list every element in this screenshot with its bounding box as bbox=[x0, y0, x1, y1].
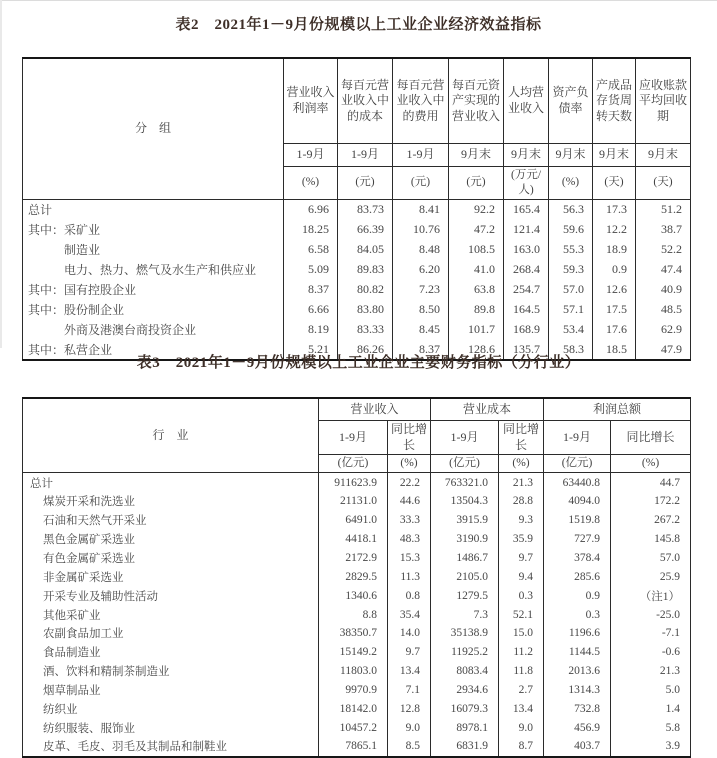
table2-stub-header: 分 组 bbox=[23, 58, 284, 199]
cell-value: 7.23 bbox=[393, 279, 449, 299]
cell-value: 128.6 bbox=[449, 339, 504, 360]
cell-value: 80.82 bbox=[338, 279, 393, 299]
table2-unit-header: (天) bbox=[636, 167, 691, 200]
cell-value: 21.3 bbox=[611, 662, 691, 681]
cell-value: 285.6 bbox=[544, 567, 611, 586]
cell-value: 52.1 bbox=[499, 605, 544, 624]
row-label: 食品制造业 bbox=[23, 643, 319, 662]
table3-growth-header: 同比增长 bbox=[611, 421, 691, 455]
cell-value: 8.48 bbox=[393, 240, 449, 260]
table-row bbox=[23, 662, 691, 681]
table3-unit-header: (亿元) bbox=[544, 455, 611, 473]
cell-value: 3190.9 bbox=[431, 530, 499, 549]
cell-value: 57.0 bbox=[611, 549, 691, 568]
table3-body bbox=[23, 473, 691, 757]
table3-period-header: 1-9月 bbox=[319, 421, 388, 455]
cell-value: 9970.9 bbox=[319, 680, 388, 699]
cell-value: 25.9 bbox=[611, 567, 691, 586]
row-label: 电力、热力、燃气及水生产和供应业 bbox=[23, 260, 284, 280]
table2-body bbox=[23, 199, 691, 360]
cell-value: 83.73 bbox=[338, 199, 393, 219]
cell-value: 172.2 bbox=[611, 492, 691, 511]
cell-value: 41.0 bbox=[449, 260, 504, 280]
cell-value: 86.26 bbox=[338, 339, 393, 360]
cell-value: 62.9 bbox=[636, 319, 691, 339]
cell-value: 9.3 bbox=[499, 511, 544, 530]
cell-value: 38350.7 bbox=[319, 624, 388, 643]
cell-value: 47.4 bbox=[636, 260, 691, 280]
table3-period-header: 1-9月 bbox=[544, 421, 611, 455]
table3-unit-header: (%) bbox=[611, 455, 691, 473]
cell-value: 1519.8 bbox=[544, 511, 611, 530]
cell-value: 8978.1 bbox=[431, 718, 499, 737]
table-row bbox=[23, 220, 691, 240]
row-label: 其他采矿业 bbox=[23, 605, 319, 624]
page-left-border bbox=[0, 0, 2, 348]
cell-value: 13.4 bbox=[388, 662, 431, 681]
cell-value: 16079.3 bbox=[431, 699, 499, 718]
table2-period-header: 1-9月 bbox=[393, 144, 449, 167]
cell-value: 2934.6 bbox=[431, 680, 499, 699]
cell-value: 66.39 bbox=[338, 220, 393, 240]
cell-value: 89.83 bbox=[338, 260, 393, 280]
cell-value: 1279.5 bbox=[431, 586, 499, 605]
table2-period-header: 9月末 bbox=[549, 144, 593, 167]
cell-value: （注1） bbox=[611, 586, 691, 605]
cell-value: 22.2 bbox=[388, 473, 431, 492]
table2-unit-header: (天) bbox=[593, 167, 636, 200]
cell-value: 12.8 bbox=[388, 699, 431, 718]
cell-value: 35138.9 bbox=[431, 624, 499, 643]
table2-unit-header: (元) bbox=[393, 167, 449, 200]
cell-value: 0.9 bbox=[593, 260, 636, 280]
table-row bbox=[23, 586, 691, 605]
table3-growth-header: 同比增长 bbox=[499, 421, 544, 455]
cell-value: 5.09 bbox=[284, 260, 338, 280]
table-row bbox=[23, 567, 691, 586]
cell-value: 17.3 bbox=[593, 199, 636, 219]
cell-value: 8.37 bbox=[393, 339, 449, 360]
cell-value: 108.5 bbox=[449, 240, 504, 260]
row-label: 黑色金属矿采选业 bbox=[23, 530, 319, 549]
table2-col-header: 人均营业收入 bbox=[504, 58, 549, 144]
cell-value: 9.4 bbox=[499, 567, 544, 586]
cell-value: 1340.6 bbox=[319, 586, 388, 605]
cell-value: 8.19 bbox=[284, 319, 338, 339]
cell-value: 1196.6 bbox=[544, 624, 611, 643]
cell-value: 11.2 bbox=[499, 643, 544, 662]
cell-value: 163.0 bbox=[504, 240, 549, 260]
cell-value: 165.4 bbox=[504, 199, 549, 219]
cell-value: 33.3 bbox=[388, 511, 431, 530]
cell-value: 8.50 bbox=[393, 299, 449, 319]
table2 bbox=[22, 57, 691, 361]
cell-value: 52.2 bbox=[636, 240, 691, 260]
page-top-border bbox=[0, 0, 717, 1]
cell-value: 0.3 bbox=[544, 605, 611, 624]
table2-period-header: 9月末 bbox=[449, 144, 504, 167]
cell-value: 47.2 bbox=[449, 220, 504, 240]
table2-title: 表2 2021年1－9月份规模以上工业企业经济效益指标 bbox=[175, 17, 542, 33]
cell-value: 15.0 bbox=[499, 624, 544, 643]
table-row bbox=[23, 549, 691, 568]
cell-value: 403.7 bbox=[544, 737, 611, 757]
cell-value: 6.66 bbox=[284, 299, 338, 319]
table2-col-header: 每百元营业收入中的成本 bbox=[338, 58, 393, 144]
table2-period-header: 9月末 bbox=[593, 144, 636, 167]
table-row bbox=[23, 530, 691, 549]
cell-value: 18.9 bbox=[593, 240, 636, 260]
cell-value: 13.4 bbox=[499, 699, 544, 718]
cell-value: 9.0 bbox=[499, 718, 544, 737]
cell-value: 18.5 bbox=[593, 339, 636, 360]
table2-col-header: 产成品存货周转天数 bbox=[593, 58, 636, 144]
cell-value: 44.6 bbox=[388, 492, 431, 511]
row-label: 其中：私营企业 bbox=[23, 339, 284, 360]
cell-value: 121.4 bbox=[504, 220, 549, 240]
table2-col-header: 每百元营业收入中的费用 bbox=[393, 58, 449, 144]
table2-period-header: 1-9月 bbox=[284, 144, 338, 167]
cell-value: 84.05 bbox=[338, 240, 393, 260]
cell-value: 4094.0 bbox=[544, 492, 611, 511]
row-label: 石油和天然气开采业 bbox=[23, 511, 319, 530]
table2-header bbox=[23, 58, 691, 199]
table-row bbox=[23, 605, 691, 624]
cell-value: 55.3 bbox=[549, 240, 593, 260]
cell-value: 2013.6 bbox=[544, 662, 611, 681]
table-row bbox=[23, 319, 691, 339]
row-label: 煤炭开采和洗选业 bbox=[23, 492, 319, 511]
cell-value: 13504.3 bbox=[431, 492, 499, 511]
cell-value: 9.0 bbox=[388, 718, 431, 737]
cell-value: 15.3 bbox=[388, 549, 431, 568]
cell-value: 2.7 bbox=[499, 680, 544, 699]
cell-value: 28.8 bbox=[499, 492, 544, 511]
cell-value: 92.2 bbox=[449, 199, 504, 219]
cell-value: 51.2 bbox=[636, 199, 691, 219]
cell-value: 89.8 bbox=[449, 299, 504, 319]
cell-value: 8.45 bbox=[393, 319, 449, 339]
cell-value: 8.5 bbox=[388, 737, 431, 757]
table-row bbox=[23, 699, 691, 718]
table2-col-header: 资产负债率 bbox=[549, 58, 593, 144]
row-label: 酒、饮料和精制茶制造业 bbox=[23, 662, 319, 681]
row-label: 烟草制品业 bbox=[23, 680, 319, 699]
table-row bbox=[23, 680, 691, 699]
cell-value: 48.5 bbox=[636, 299, 691, 319]
table-row bbox=[23, 299, 691, 319]
row-label: 非金属矿采选业 bbox=[23, 567, 319, 586]
row-label: 制造业 bbox=[23, 240, 284, 260]
table-row bbox=[23, 199, 691, 219]
cell-value: 135.7 bbox=[504, 339, 549, 360]
cell-value: 21.3 bbox=[499, 473, 544, 492]
table2-period-header: 1-9月 bbox=[338, 144, 393, 167]
table2-unit-header: (%) bbox=[549, 167, 593, 200]
cell-value: 6.58 bbox=[284, 240, 338, 260]
cell-value: -0.6 bbox=[611, 643, 691, 662]
table3-group-header: 营业收入 bbox=[319, 398, 431, 421]
cell-value: 63.8 bbox=[449, 279, 504, 299]
table3-period-header: 1-9月 bbox=[431, 421, 499, 455]
cell-value: 0.3 bbox=[499, 586, 544, 605]
table3 bbox=[22, 397, 691, 758]
cell-value: 8.41 bbox=[393, 199, 449, 219]
cell-value: 3915.9 bbox=[431, 511, 499, 530]
cell-value: 83.80 bbox=[338, 299, 393, 319]
table-row bbox=[23, 624, 691, 643]
table3-growth-header: 同比增长 bbox=[388, 421, 431, 455]
cell-value: 8083.4 bbox=[431, 662, 499, 681]
cell-value: 8.8 bbox=[319, 605, 388, 624]
cell-value: 21131.0 bbox=[319, 492, 388, 511]
cell-value: 83.33 bbox=[338, 319, 393, 339]
row-label: 总计 bbox=[23, 473, 319, 492]
cell-value: 63440.8 bbox=[544, 473, 611, 492]
cell-value: 59.3 bbox=[549, 260, 593, 280]
table-row bbox=[23, 511, 691, 530]
table-row bbox=[23, 473, 691, 492]
cell-value: 145.8 bbox=[611, 530, 691, 549]
cell-value: 6.96 bbox=[284, 199, 338, 219]
cell-value: 3.9 bbox=[611, 737, 691, 757]
table3-unit-header: (亿元) bbox=[319, 455, 388, 473]
cell-value: 456.9 bbox=[544, 718, 611, 737]
cell-value: 732.8 bbox=[544, 699, 611, 718]
table3-group-header: 利润总额 bbox=[544, 398, 691, 421]
table3-group-header: 营业成本 bbox=[431, 398, 544, 421]
table-row bbox=[23, 737, 691, 757]
cell-value: 4418.1 bbox=[319, 530, 388, 549]
cell-value: 727.9 bbox=[544, 530, 611, 549]
cell-value: 47.9 bbox=[636, 339, 691, 360]
cell-value: 57.1 bbox=[549, 299, 593, 319]
cell-value: 11803.0 bbox=[319, 662, 388, 681]
cell-value: 6831.9 bbox=[431, 737, 499, 757]
cell-value: 35.4 bbox=[388, 605, 431, 624]
table3-unit-header: (亿元) bbox=[431, 455, 499, 473]
cell-value: 8.37 bbox=[284, 279, 338, 299]
table3-title: 表3 2021年1－9月份规模以上工业企业主要财务指标（分行业） bbox=[136, 355, 581, 371]
cell-value: 11.8 bbox=[499, 662, 544, 681]
row-label: 其中：国有控股企业 bbox=[23, 279, 284, 299]
cell-value: 57.0 bbox=[549, 279, 593, 299]
cell-value: 17.6 bbox=[593, 319, 636, 339]
cell-value: 5.8 bbox=[611, 718, 691, 737]
cell-value: 56.3 bbox=[549, 199, 593, 219]
table2-unit-header: (%) bbox=[284, 167, 338, 200]
row-label: 纺织服装、服饰业 bbox=[23, 718, 319, 737]
cell-value: 17.5 bbox=[593, 299, 636, 319]
cell-value: 911623.9 bbox=[319, 473, 388, 492]
cell-value: 58.3 bbox=[549, 339, 593, 360]
row-label: 农副食品加工业 bbox=[23, 624, 319, 643]
table3-header bbox=[23, 398, 691, 473]
cell-value: 7865.1 bbox=[319, 737, 388, 757]
table-row bbox=[23, 240, 691, 260]
cell-value: 164.5 bbox=[504, 299, 549, 319]
cell-value: 0.9 bbox=[544, 586, 611, 605]
table2-unit-header: (元) bbox=[338, 167, 393, 200]
cell-value: 8.7 bbox=[499, 737, 544, 757]
cell-value: 763321.0 bbox=[431, 473, 499, 492]
cell-value: 101.7 bbox=[449, 319, 504, 339]
cell-value: 18142.0 bbox=[319, 699, 388, 718]
cell-value: 10457.2 bbox=[319, 718, 388, 737]
cell-value: 35.9 bbox=[499, 530, 544, 549]
table3-unit-header: (%) bbox=[388, 455, 431, 473]
cell-value: 254.7 bbox=[504, 279, 549, 299]
row-label: 皮革、毛皮、羽毛及其制品和制鞋业 bbox=[23, 737, 319, 757]
table2-col-header: 应收账款平均回收期 bbox=[636, 58, 691, 144]
cell-value: 48.3 bbox=[388, 530, 431, 549]
cell-value: -7.1 bbox=[611, 624, 691, 643]
cell-value: 1486.7 bbox=[431, 549, 499, 568]
cell-value: -25.0 bbox=[611, 605, 691, 624]
cell-value: 11.3 bbox=[388, 567, 431, 586]
cell-value: 5.0 bbox=[611, 680, 691, 699]
row-label: 外商及港澳台商投资企业 bbox=[23, 319, 284, 339]
table3-stub-header: 行 业 bbox=[23, 398, 319, 473]
row-label: 有色金属矿采选业 bbox=[23, 549, 319, 568]
table2-period-header: 9月末 bbox=[504, 144, 549, 167]
cell-value: 14.0 bbox=[388, 624, 431, 643]
table2-unit-header: (万元/人) bbox=[504, 167, 549, 200]
table-row bbox=[23, 260, 691, 280]
cell-value: 6.20 bbox=[393, 260, 449, 280]
cell-value: 168.9 bbox=[504, 319, 549, 339]
cell-value: 12.6 bbox=[593, 279, 636, 299]
table-row bbox=[23, 492, 691, 511]
cell-value: 2829.5 bbox=[319, 567, 388, 586]
cell-value: 267.2 bbox=[611, 511, 691, 530]
cell-value: 9.7 bbox=[388, 643, 431, 662]
table-row bbox=[23, 643, 691, 662]
table2-period-header: 9月末 bbox=[636, 144, 691, 167]
cell-value: 1314.3 bbox=[544, 680, 611, 699]
row-label: 纺织业 bbox=[23, 699, 319, 718]
cell-value: 10.76 bbox=[393, 220, 449, 240]
table2-col-header: 每百元资产实现的营业收入 bbox=[449, 58, 504, 144]
cell-value: 44.7 bbox=[611, 473, 691, 492]
row-label: 总计 bbox=[23, 199, 284, 219]
table-row bbox=[23, 279, 691, 299]
cell-value: 2172.9 bbox=[319, 549, 388, 568]
cell-value: 38.7 bbox=[636, 220, 691, 240]
cell-value: 11925.2 bbox=[431, 643, 499, 662]
cell-value: 15149.2 bbox=[319, 643, 388, 662]
cell-value: 9.7 bbox=[499, 549, 544, 568]
table2-unit-header: (元) bbox=[449, 167, 504, 200]
cell-value: 6491.0 bbox=[319, 511, 388, 530]
cell-value: 2105.0 bbox=[431, 567, 499, 586]
cell-value: 378.4 bbox=[544, 549, 611, 568]
row-label: 其中：采矿业 bbox=[23, 220, 284, 240]
cell-value: 1.4 bbox=[611, 699, 691, 718]
cell-value: 53.4 bbox=[549, 319, 593, 339]
table-row bbox=[23, 718, 691, 737]
table2-col-header: 营业收入利润率 bbox=[284, 58, 338, 144]
cell-value: 40.9 bbox=[636, 279, 691, 299]
cell-value: 0.8 bbox=[388, 586, 431, 605]
cell-value: 12.2 bbox=[593, 220, 636, 240]
row-label: 其中：股份制企业 bbox=[23, 299, 284, 319]
cell-value: 59.6 bbox=[549, 220, 593, 240]
table3-unit-header: (%) bbox=[499, 455, 544, 473]
cell-value: 18.25 bbox=[284, 220, 338, 240]
cell-value: 268.4 bbox=[504, 260, 549, 280]
cell-value: 7.3 bbox=[431, 605, 499, 624]
cell-value: 5.21 bbox=[284, 339, 338, 360]
row-label: 开采专业及辅助性活动 bbox=[23, 586, 319, 605]
cell-value: 1144.5 bbox=[544, 643, 611, 662]
cell-value: 7.1 bbox=[388, 680, 431, 699]
